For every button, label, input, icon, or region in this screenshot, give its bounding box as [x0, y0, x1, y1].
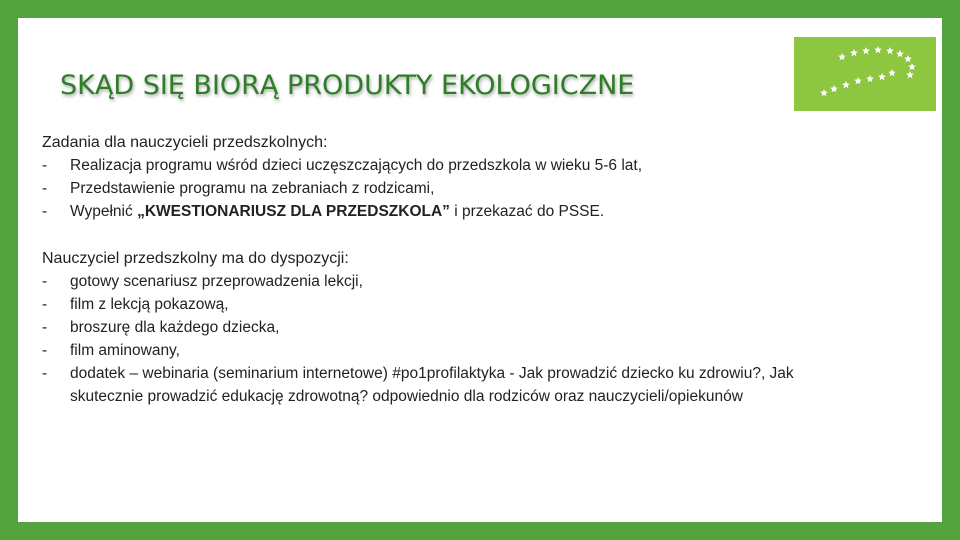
eu-organic-leaf-logo-icon [794, 37, 936, 111]
slide-title: SKĄD SIĘ BIORĄ PRODUKTY EKOLOGICZNE [60, 70, 635, 101]
list-item: - film z lekcją pokazową, [42, 293, 862, 316]
list-item: - film aminowany, [42, 339, 862, 362]
list-item: - dodatek – webinaria (seminarium internetowe) #po1profilaktyka - Jak prowadzić dziecko ku zdrowiu?, Jak skutecznie prowadzić edukację zdrowotną? odpowiednio dla rodziców oraz nauczycieli/opiekunów [42, 362, 862, 408]
slide-content [42, 131, 862, 408]
task-list [42, 154, 862, 223]
list-item: - Przedstawienie programu na zebraniach z rodzicami, [42, 177, 862, 200]
list-item: - Realizacja programu wśród dzieci uczęszczających do przedszkola w wieku 5-6 lat, [42, 154, 862, 177]
section-heading-tasks: Zadania dla nauczycieli przedszkolnych: [42, 134, 328, 151]
section-heading-resources: Nauczyciel przedszkolny ma do dyspozycji: [42, 250, 349, 267]
item-text: i przekazać do PSSE. [449, 203, 605, 220]
list-item: - gotowy scenariusz przeprowadzenia lekcji, [42, 270, 862, 293]
slide [18, 18, 942, 522]
item-text: Wypełnić [70, 203, 138, 220]
list-item [42, 200, 862, 223]
questionnaire-name: „KWESTIONARIUSZ DLA PRZEDSZKOLA” [137, 203, 450, 220]
resource-list [42, 270, 862, 408]
list-item: - broszurę dla każdego dziecka, [42, 316, 862, 339]
